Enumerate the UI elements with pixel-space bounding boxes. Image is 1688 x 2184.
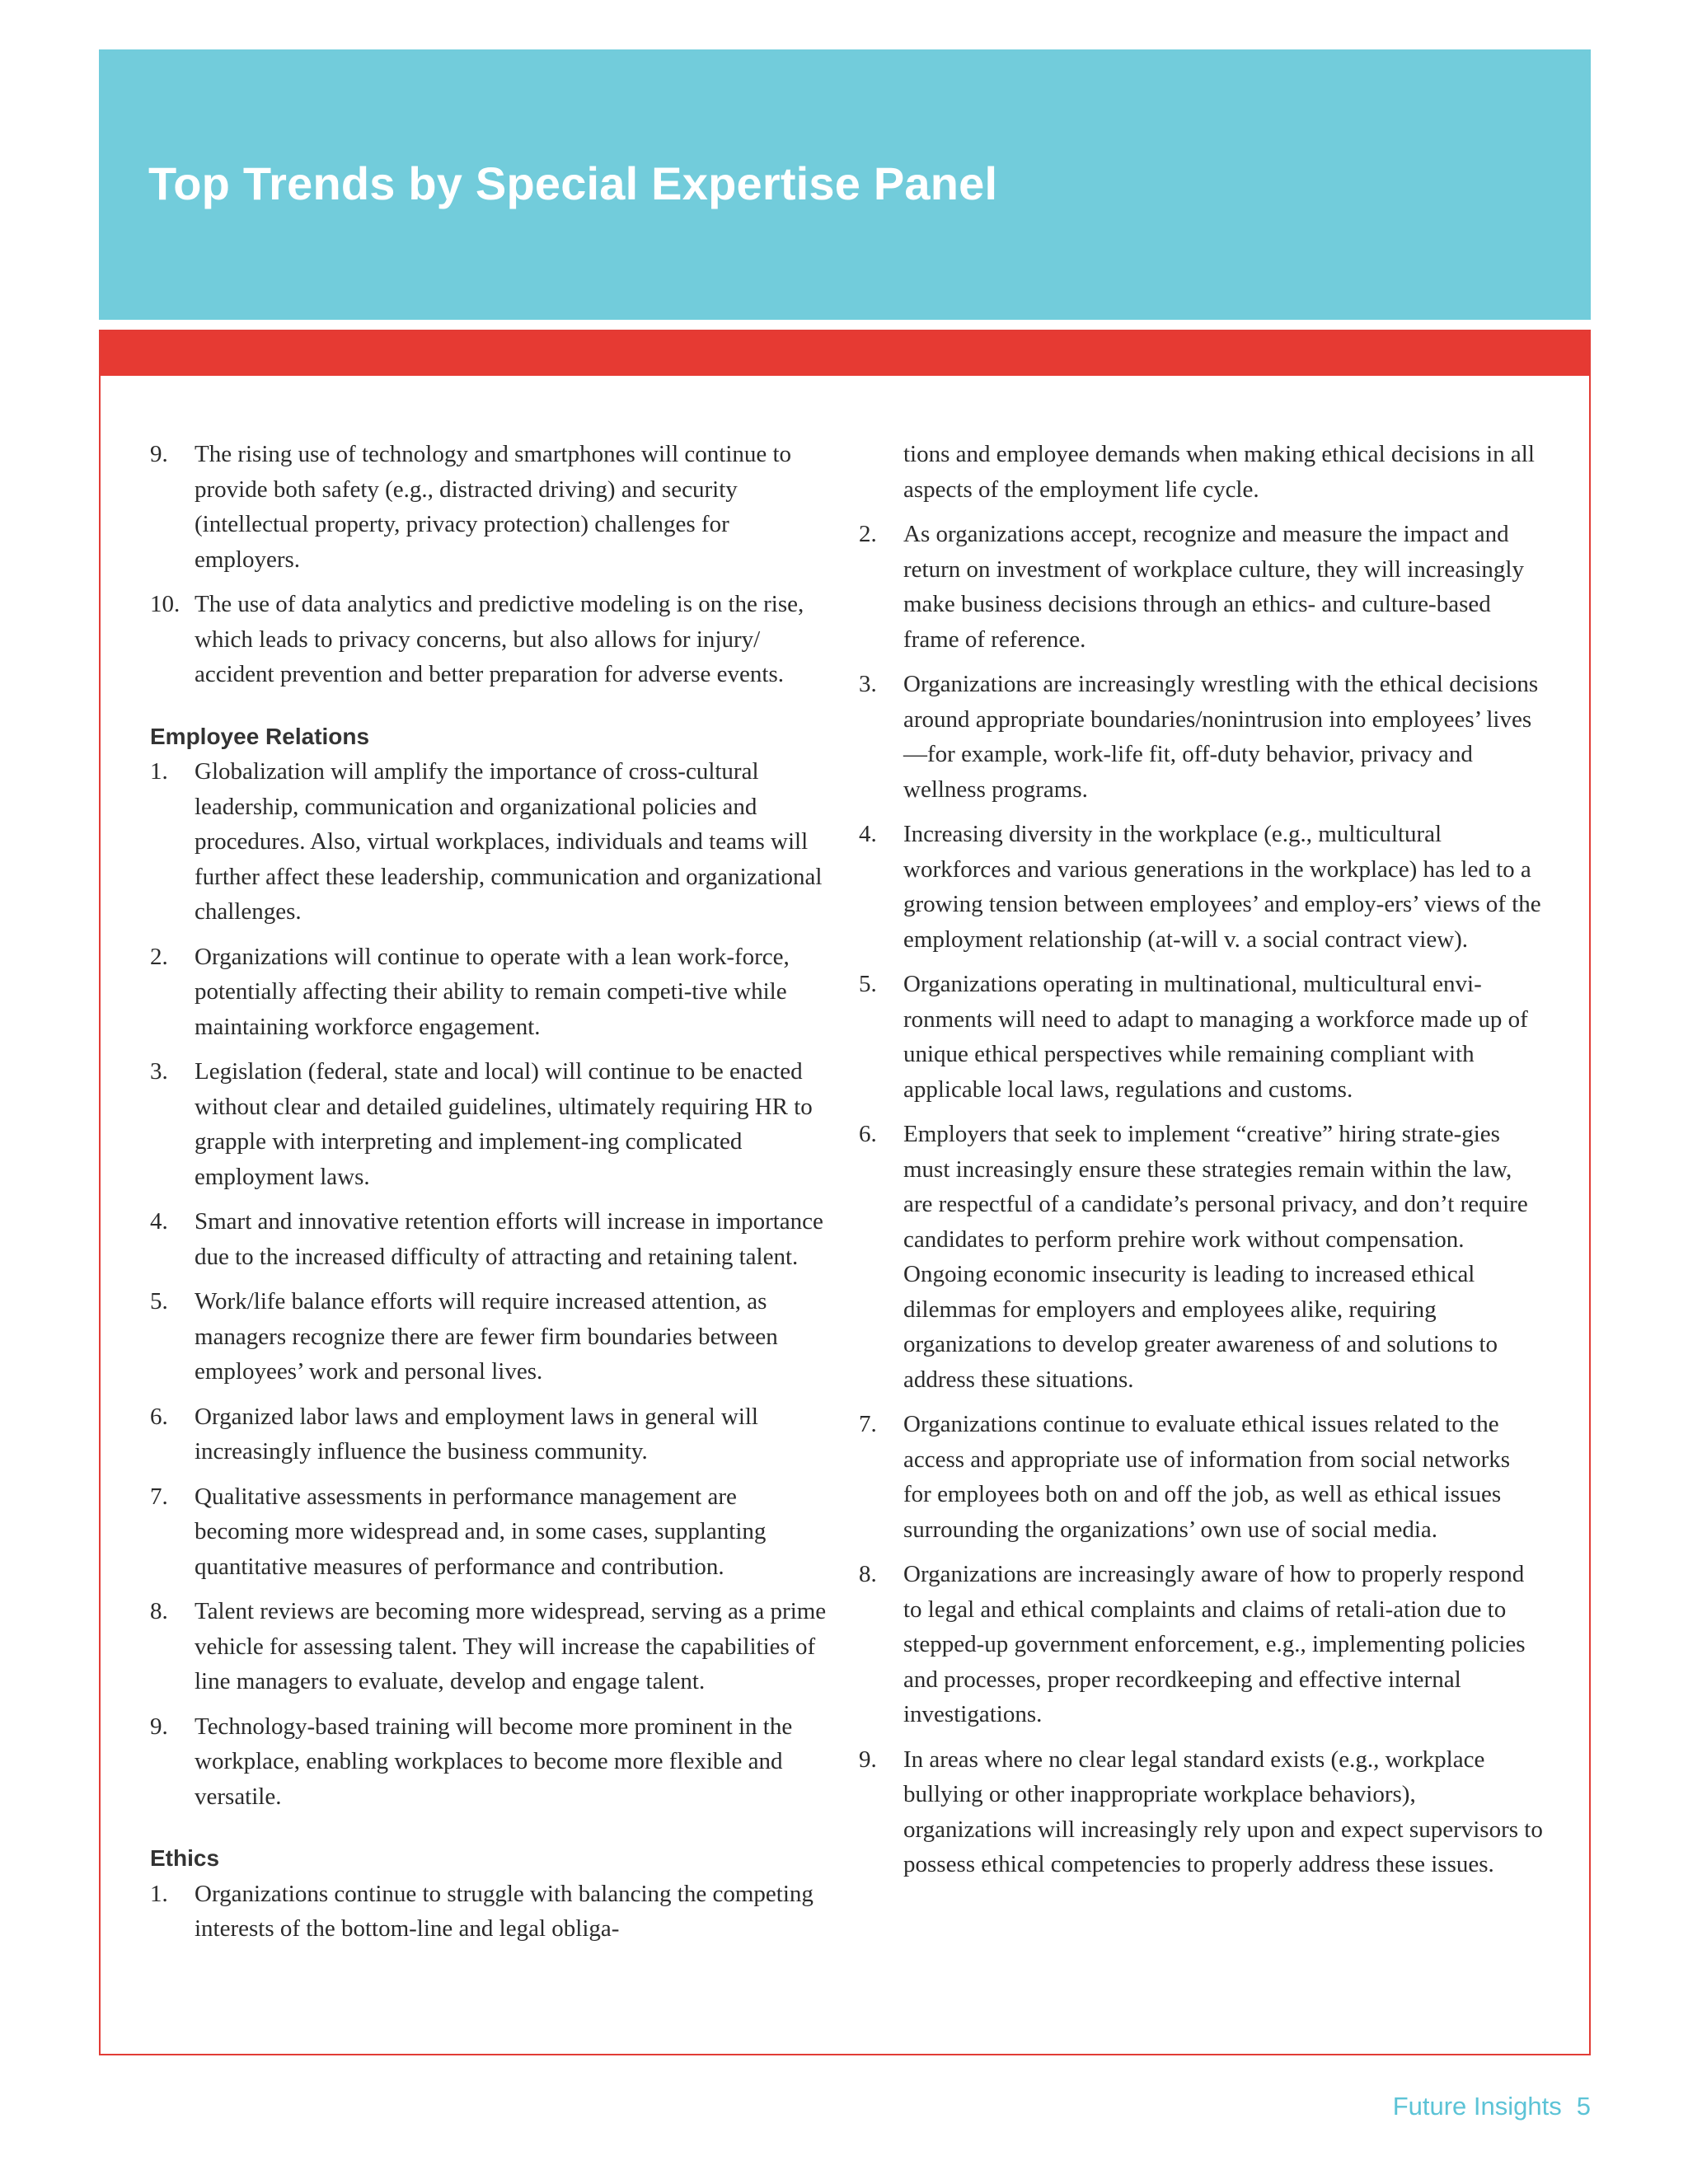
item-number: 5. xyxy=(859,971,877,997)
item-text: Increasing diversity in the workplace (e.g., multicultural workforces and various generations in the workplace) has led to a growing tension between employees’ and employ-ers’ views of the employment relationship (at-will v. a social contract view). xyxy=(903,821,1541,953)
list-item xyxy=(150,1054,834,1194)
list-item xyxy=(859,1407,1543,1547)
item-text: Legislation (federal, state and local) will continue to be enacted without clear and detailed guidelines, ultimately requiring HR to grapple with interpreting and implement-ing complicated employment laws. xyxy=(195,1058,813,1190)
list-item xyxy=(859,1742,1543,1882)
list-item xyxy=(150,754,834,930)
item-number: 4. xyxy=(150,1208,168,1235)
item-number: 2. xyxy=(150,943,168,970)
list-item xyxy=(859,967,1543,1107)
list-item xyxy=(859,1117,1543,1397)
list-item xyxy=(150,587,834,692)
employee-relations-list xyxy=(150,754,834,1814)
continued-text: tions and employee demands when making ethical decisions in all aspects of the employment life cycle. xyxy=(903,441,1535,503)
page-footer xyxy=(1393,2092,1591,2121)
item-text: Organizations will continue to operate with a lean work-force, potentially affecting their ability to remain competi-tive while maintaining workforce engagement. xyxy=(195,943,790,1040)
list-item xyxy=(150,940,834,1045)
list-top xyxy=(150,437,834,692)
left-column xyxy=(150,437,834,1957)
item-number: 7. xyxy=(150,1483,168,1510)
item-text: Organizations operating in multinational, multicultural envi-ronments will need to adapt to managing a workforce made up of unique ethical perspectives while remaining compliant with applicable local laws, regulations and customs. xyxy=(903,971,1528,1103)
content-box xyxy=(99,330,1591,2055)
page-title: Top Trends by Special Expertise Panel xyxy=(148,157,998,209)
item-number: 5. xyxy=(150,1288,168,1315)
list-item xyxy=(150,1204,834,1274)
item-text: Talent reviews are becoming more widespread, serving as a prime vehicle for assessing talent. They will increase the capabilities of line managers to evaluate, develop and engage talent. xyxy=(195,1598,827,1694)
section-heading-ethics: Ethics xyxy=(150,1845,220,1871)
item-number: 4. xyxy=(859,821,877,847)
list-item xyxy=(150,1399,834,1469)
item-text: Organizations are increasingly wrestling with the ethical decisions around appropriate boundaries/nonintrusion into employees’ lives—for example, work-life fit, off-duty behavior, privacy and wellness programs. xyxy=(903,671,1539,803)
item-number: 8. xyxy=(859,1561,877,1587)
item-text: Technology-based training will become more prominent in the workplace, enabling workplaces to become more flexible and versatile. xyxy=(195,1713,793,1810)
list-item xyxy=(150,1284,834,1390)
list-item xyxy=(150,1877,834,1947)
list-item xyxy=(859,817,1543,957)
list-item xyxy=(150,437,834,577)
item-number: 6. xyxy=(859,1121,877,1147)
accent-bar xyxy=(101,331,1589,376)
header-band xyxy=(99,49,1591,320)
item-number: 8. xyxy=(150,1598,168,1624)
list-item xyxy=(150,1479,834,1585)
ethics-list-continued xyxy=(859,517,1543,1882)
item-number: 3. xyxy=(150,1058,168,1085)
item-text: As organizations accept, recognize and measure the impact and return on investment of workplace culture, they will increasingly make business decisions through an ethics- and culture-based frame of reference. xyxy=(903,521,1524,653)
item-number: 10. xyxy=(150,591,181,617)
item-text: Qualitative assessments in performance management are becoming more widespread and, in some cases, supplanting quantitative measures of performance and contribution. xyxy=(195,1483,767,1580)
item-number: 2. xyxy=(859,521,877,547)
item-text: Smart and innovative retention efforts will increase in importance due to the increased difficulty of attracting and retaining talent. xyxy=(195,1208,823,1270)
item-number: 1. xyxy=(150,1880,168,1907)
item-text: Organizations continue to struggle with balancing the competing interests of the bottom-line and legal obliga- xyxy=(195,1880,814,1942)
list-item xyxy=(859,517,1543,657)
right-column xyxy=(859,437,1543,1892)
page-number: 5 xyxy=(1576,2092,1591,2121)
footer-label: Future Insights xyxy=(1392,2092,1562,2121)
item-text: Globalization will amplify the importance of cross-cultural leadership, communication and organizational policies and procedures. Also, virtual workplaces, individuals and teams will further affect these leadership, communication and organizational challenges. xyxy=(195,758,823,925)
list-item xyxy=(859,1557,1543,1732)
item-text: In areas where no clear legal standard exists (e.g., workplace bullying or other inappropriate workplace behaviors), organizations will increasingly rely upon and expect supervisors to possess ethical competencies to properly address these issues. xyxy=(903,1746,1543,1877)
item-number: 9. xyxy=(150,441,168,467)
item-number: 9. xyxy=(150,1713,168,1740)
item-number: 6. xyxy=(150,1403,168,1430)
ethics-list xyxy=(150,1877,834,1947)
item-text: Organizations are increasingly aware of how to properly respond to legal and ethical complaints and claims of retali-ation due to stepped-up government enforcement, e.g., implementing policies and processes, proper recordkeeping and effective internal investigations. xyxy=(903,1561,1526,1727)
item-text: Organizations continue to evaluate ethical issues related to the access and appropriate use of information from social networks for employees both on and off the job, as well as ethical issues surrounding the organizations’ own use of social media. xyxy=(903,1411,1511,1543)
list-item xyxy=(150,1594,834,1699)
item-number: 7. xyxy=(859,1411,877,1437)
item-number: 1. xyxy=(150,758,168,785)
item-text: Employers that seek to implement “creative” hiring strate-gies must increasingly ensure these strategies remain within the law, are respectful of a candidate’s personal privacy, and don’t require candidates to perform prehire work without compensation. Ongoing economic insecurity is leading to increased ethical dilemmas for employers and employees alike, requiring organizations to develop greater awareness of and solutions to address these situations. xyxy=(903,1121,1528,1393)
list-item xyxy=(150,1709,834,1815)
list-item xyxy=(859,667,1543,807)
section-heading-employee-relations: Employee Relations xyxy=(150,723,370,749)
item-text: Work/life balance efforts will require increased attention, as managers recognize there are fewer firm boundaries between employees’ work and personal lives. xyxy=(195,1288,778,1385)
item-number: 3. xyxy=(859,671,877,697)
item-text: The rising use of technology and smartphones will continue to provide both safety (e.g., distracted driving) and security (intellectual property, privacy protection) challenges for employers. xyxy=(195,441,792,573)
item-number: 9. xyxy=(859,1746,877,1773)
item-text: The use of data analytics and predictive modeling is on the rise, which leads to privacy concerns, but also allows for injury/ accident prevention and better preparation for adverse events. xyxy=(195,591,804,687)
item-text: Organized labor laws and employment laws in general will increasingly influence the business community. xyxy=(195,1403,758,1465)
